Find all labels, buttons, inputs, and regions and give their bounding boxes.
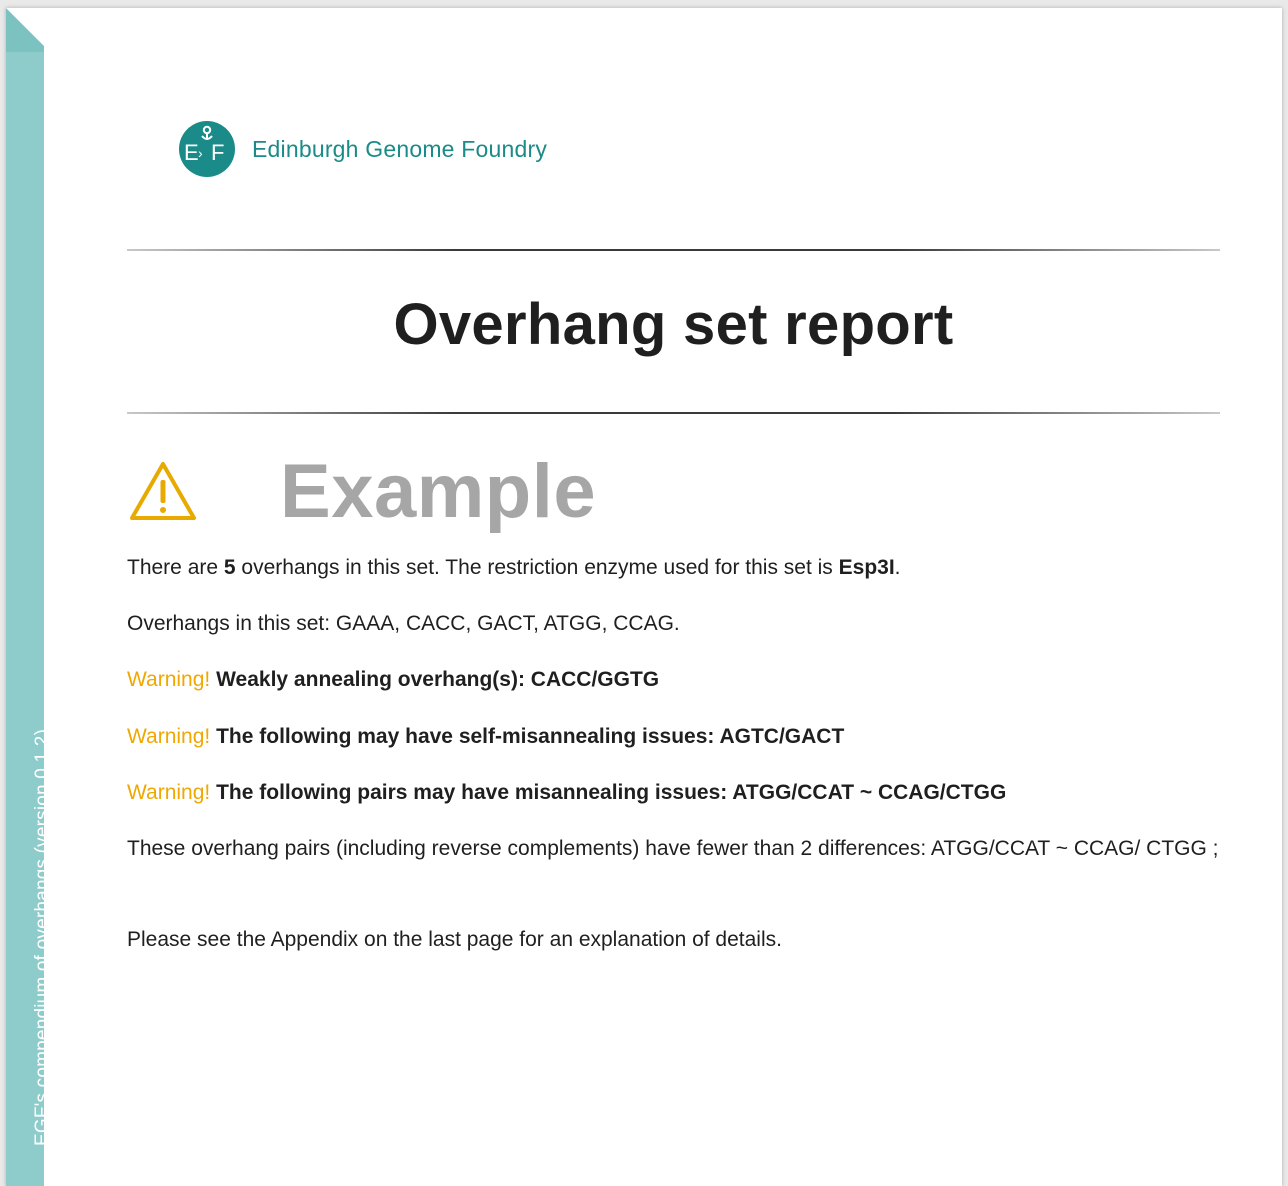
summary-middle: overhangs in this set. The restriction enzyme used for this set is: [235, 556, 839, 579]
warning-text: The following pairs may have misannealing issues: ATGG/CCAT ~ CCAG/CTGG: [216, 781, 1007, 804]
svg-text:F: F: [211, 140, 225, 165]
warning-triangle-icon: [129, 460, 197, 522]
side-band-text: EGF's compendium of overhangs (version 0.1.2): [32, 728, 53, 1146]
overhangs-list: Overhangs in this set: GAAA, CACC, GACT, ATGG, CCAG.: [127, 612, 680, 635]
overhang-count: 5: [223, 556, 236, 579]
warning-label: Warning!: [127, 725, 211, 748]
example-banner: Example: [280, 449, 597, 534]
svg-text:›: ›: [198, 145, 203, 161]
summary-suffix: .: [894, 556, 901, 579]
logo-text: Edinburgh Genome Foundry: [252, 135, 548, 162]
svg-text:E: E: [184, 140, 199, 165]
enzyme-name: Esp3I: [838, 556, 895, 579]
top-divider: [127, 249, 1220, 251]
side-band-notch: [6, 8, 44, 52]
report-page: [6, 8, 1282, 1186]
warning-self-misannealing: [127, 720, 1220, 754]
egf-logo-icon: [178, 120, 236, 178]
egf-logo: [178, 120, 547, 178]
summary-prefix: There are: [127, 556, 224, 579]
appendix-note: Please see the Appendix on the last page for an explanation of details.: [127, 928, 782, 951]
warning-label: Warning!: [127, 668, 211, 691]
page-title: Overhang set report: [393, 292, 954, 357]
summary-paragraph: [127, 551, 1220, 585]
warning-label: Warning!: [127, 781, 211, 804]
warning-text: The following may have self-misannealing issues: AGTC/GACT: [216, 725, 845, 748]
warning-weak-annealing: [127, 663, 1220, 697]
differences-paragraph: These overhang pairs (including reverse complements) have fewer than 2 differences: ATGG/CCAT ~ CCAG/ CTGG ;: [127, 837, 1219, 860]
warning-pair-misannealing: [127, 776, 1220, 810]
title-divider: [127, 412, 1220, 414]
warning-text: Weakly annealing overhang(s): CACC/GGTG: [216, 668, 660, 691]
